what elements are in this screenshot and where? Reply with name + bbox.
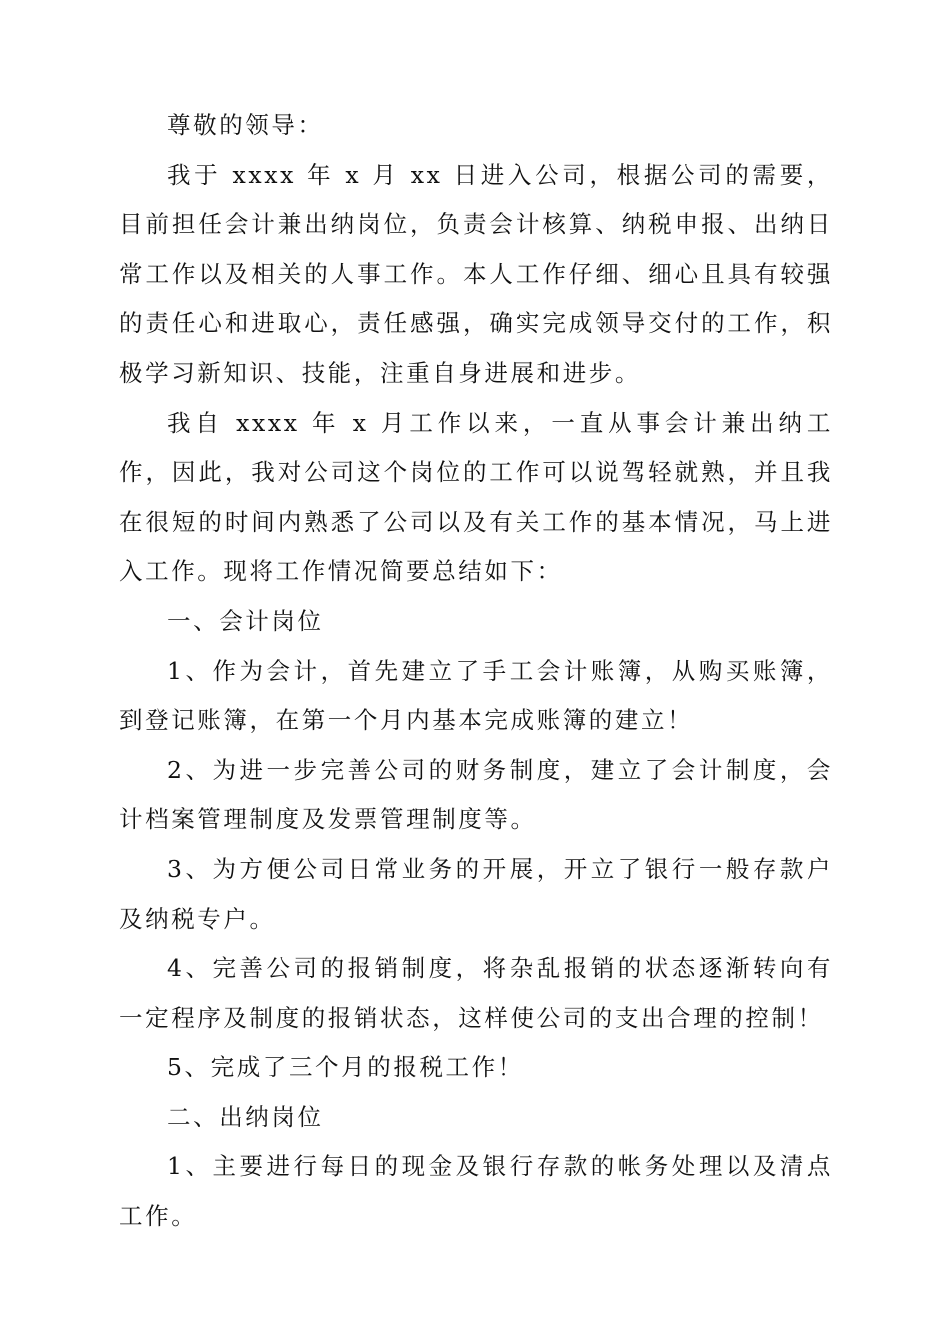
accounting-item-4: 4、完善公司的报销制度，将杂乱报销的状态逐渐转向有一定程序及制度的报销状态，这样使公司的支出合理的控制！: [119, 954, 833, 1032]
accounting-item-1: 1、作为会计，首先建立了手工会计账簿，从购买账簿，到登记账簿，在第一个月内基本完成账簿的建立！: [119, 656, 833, 735]
accounting-item-2: 2、为进一步完善公司的财务制度，建立了会计制度，会计档案管理制度及发票管理制度等。: [119, 755, 833, 834]
document-body: [119, 101, 833, 1242]
section-heading-accounting: 一、会计岗位: [167, 606, 324, 635]
accounting-item-3: 3、为方便公司日常业务的开展，开立了银行一般存款户及纳税专户。: [119, 854, 833, 933]
summary-paragraph: 我自 xxxx 年 x 月工作以来，一直从事会计兼出纳工作，因此，我对公司这个岗位的工作可以说驾轻就熟，并且我在很短的时间内熟悉了公司以及有关工作的基本情况，马上进入工作。现将工作情况简要总结如下：: [119, 408, 833, 586]
section-heading-cashier: 二、出纳岗位: [167, 1102, 324, 1131]
intro-paragraph: 我于 xxxx 年 x 月 xx 日进入公司，根据公司的需要，目前担任会计兼出纳岗位，负责会计核算、纳税申报、出纳日常工作以及相关的人事工作。本人工作仔细、细心且具有较强的责任心和进取心，责任感强，确实完成领导交付的工作，积极学习新知识、技能，注重自身进展和进步。: [119, 160, 833, 387]
salutation: 尊敬的领导：: [167, 111, 324, 139]
cashier-item-1: 1、主要进行每日的现金及银行存款的帐务处理以及清点工作。: [119, 1152, 833, 1231]
accounting-item-5: 5、完成了三个月的报税工作！: [167, 1053, 524, 1082]
